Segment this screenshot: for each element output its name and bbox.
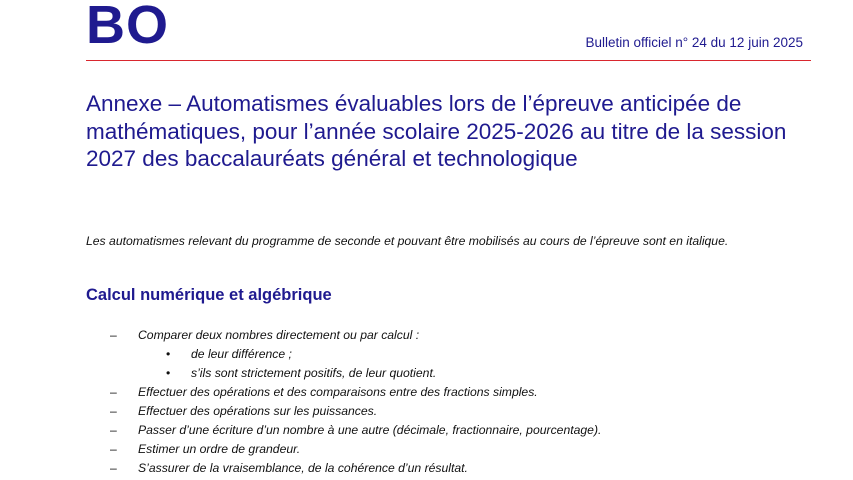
section-heading: Calcul numérique et algébrique xyxy=(86,286,332,304)
list-item xyxy=(86,402,816,421)
dash-marker: – xyxy=(110,442,117,456)
list-item xyxy=(86,326,816,345)
bullet-marker: • xyxy=(166,347,171,361)
sub-list-item xyxy=(86,345,816,364)
sub-list-item xyxy=(86,364,816,383)
bo-logo: BO xyxy=(86,0,169,55)
sub-list-item-text: de leur différence ; xyxy=(191,347,292,361)
intro-note: Les automatismes relevant du programme de seconde et pouvant être mobilisés au cours de l’épreuve sont en italique. xyxy=(86,234,729,248)
list-item xyxy=(86,440,816,459)
dash-marker: – xyxy=(110,461,117,475)
dash-marker: – xyxy=(110,385,117,399)
list-item xyxy=(86,459,816,478)
bullet-marker: • xyxy=(166,366,171,380)
list-item-text: Effectuer des opérations sur les puissances. xyxy=(138,404,378,418)
list-item-text: Effectuer des opérations et des comparaisons entre des fractions simples. xyxy=(138,385,538,399)
sub-list-item-text: s’ils sont strictement positifs, de leur quotient. xyxy=(191,366,437,380)
bulletin-reference: Bulletin officiel n° 24 du 12 juin 2025 xyxy=(585,35,803,50)
list-item-text: Comparer deux nombres directement ou par calcul : xyxy=(138,328,420,342)
list-item-text: Passer d’une écriture d’un nombre à une autre (décimale, fractionnaire, pourcentage). xyxy=(138,423,602,437)
dash-marker: – xyxy=(110,423,117,437)
list-item xyxy=(86,421,816,440)
dash-marker: – xyxy=(110,328,117,342)
list-item xyxy=(86,383,816,402)
header-rule xyxy=(86,60,811,61)
dash-marker: – xyxy=(110,404,117,418)
list-item-text: Estimer un ordre de grandeur. xyxy=(138,442,301,456)
document-title: Annexe – Automatismes évaluables lors de l’épreuve anticipée de mathématiques, pour l’année scolaire 2025-2026 au titre de la session 2027 des baccalauréats général et technologique xyxy=(86,91,787,171)
list-item-text: S’assurer de la vraisemblance, de la cohérence d’un résultat. xyxy=(138,461,468,475)
automatismes-list xyxy=(86,326,816,478)
